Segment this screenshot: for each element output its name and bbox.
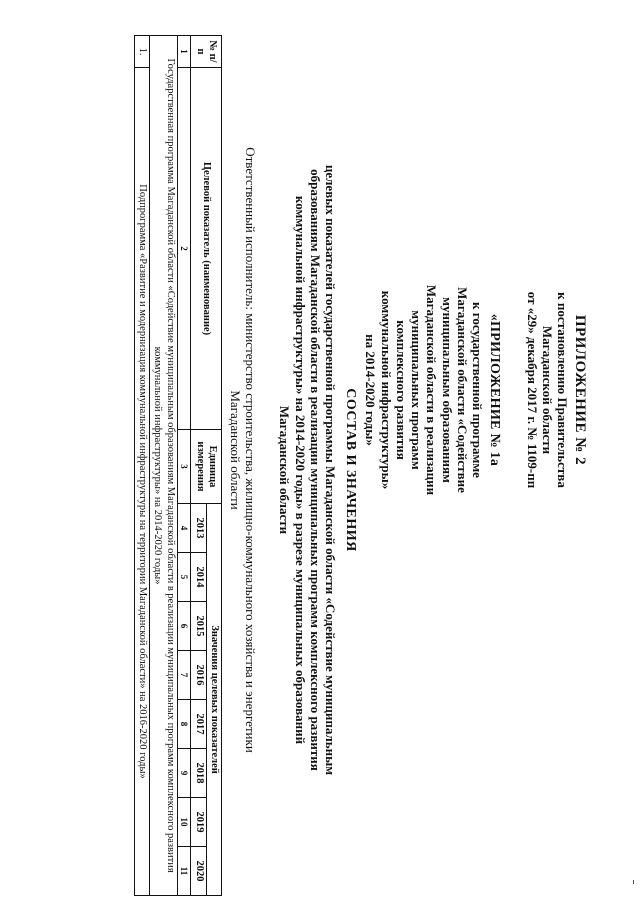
header-year: 2019 <box>191 798 206 847</box>
header-year: 2014 <box>191 553 206 602</box>
program-row-text: Государственная программа Магаданской области «Содействие муниципальным образованиям Магаданской области в реализации муниципальных программ комплексного развития коммунальной инфраструктуры» на 2014-2020 годы» <box>149 36 177 896</box>
program-row <box>149 36 177 896</box>
appendix-sub-line: муниципальных программ <box>409 310 425 470</box>
scan-mark <box>633 880 634 884</box>
header-year: 2015 <box>191 602 206 651</box>
subprogram-row-text: Подпрограмма «Развитие и модернизация коммунальной инфраструктуры на территории Магаданской области» на 2016-2020 годы» <box>134 68 149 896</box>
table-header-row <box>206 36 221 896</box>
header-year: 2016 <box>191 651 206 700</box>
subprogram-num: 1. <box>134 36 149 68</box>
column-number: 11 <box>177 847 191 896</box>
header-year: 2017 <box>191 700 206 749</box>
responsible-executor <box>227 90 258 810</box>
responsible-line: Ответственный исполнитель: министерство строительства, жилищно-коммунального хозяйства и энергетики <box>243 147 258 753</box>
appendix-sub-line: к государственной программе <box>470 302 486 478</box>
appendix-sub-line: Магаданской области в реализации <box>424 284 440 496</box>
appendix-main-line: Магаданской области <box>539 325 555 455</box>
header-num: № п/п <box>191 36 222 68</box>
responsible-line: Магаданской области <box>227 390 243 510</box>
document-title-block <box>277 40 358 900</box>
appendix-sub-block <box>363 220 502 560</box>
appendix-sub-line: комплексного развития <box>393 320 409 460</box>
column-number: 4 <box>177 504 191 553</box>
appendix-main-block <box>524 225 588 555</box>
appendix-sub-line: коммунальной инфраструктуры» <box>378 290 394 490</box>
column-number: 8 <box>177 700 191 749</box>
indicators-table <box>134 35 222 896</box>
document-title-line: образованиям Магаданской области в реализации муниципальных программ комплексного развития <box>308 169 324 771</box>
appendix-sub-line: Магаданской области «Содействие <box>455 287 471 493</box>
column-number: 9 <box>177 749 191 798</box>
column-number: 7 <box>177 651 191 700</box>
column-number: 5 <box>177 553 191 602</box>
column-number: 3 <box>177 430 191 504</box>
column-number: 10 <box>177 798 191 847</box>
appendix-sub-line: муниципальным образованиям <box>439 297 455 483</box>
document-title-heading: СОСТАВ И ЗНАЧЕНИЯ <box>343 388 358 552</box>
header-indicator: Целевой показатель (наименование) <box>191 68 222 430</box>
document-title-line: Магаданской области <box>277 405 293 535</box>
header-unit: Единица измерения <box>191 430 222 504</box>
document-title-line: целевых показателей государственной программы Магаданской области «Содействие муниципальным <box>323 164 339 776</box>
subprogram-row <box>134 36 149 896</box>
document-title-line: коммунальной инфраструктуры» на 2014-2020 годы» в разрезе муниципальных образований <box>292 195 308 745</box>
column-number: 1 <box>177 36 191 68</box>
appendix-main-heading: ПРИЛОЖЕНИЕ № 2 <box>572 314 588 466</box>
column-number: 2 <box>177 68 191 430</box>
appendix-main-line: от «29» декабря 2017 г. № 1109-пп <box>524 291 540 489</box>
column-number: 6 <box>177 602 191 651</box>
appendix-main-line: к постановлению Правительства <box>555 292 571 488</box>
column-numbers-row <box>177 36 191 896</box>
appendix-sub-line: на 2014-2020 годы» <box>363 334 379 446</box>
header-year: 2013 <box>191 504 206 553</box>
header-year: 2018 <box>191 749 206 798</box>
header-year: 2020 <box>191 847 206 896</box>
header-values-group: Значения целевых показателей <box>206 504 221 896</box>
appendix-sub-heading: «ПРИЛОЖЕНИЕ № 1а <box>487 313 502 467</box>
